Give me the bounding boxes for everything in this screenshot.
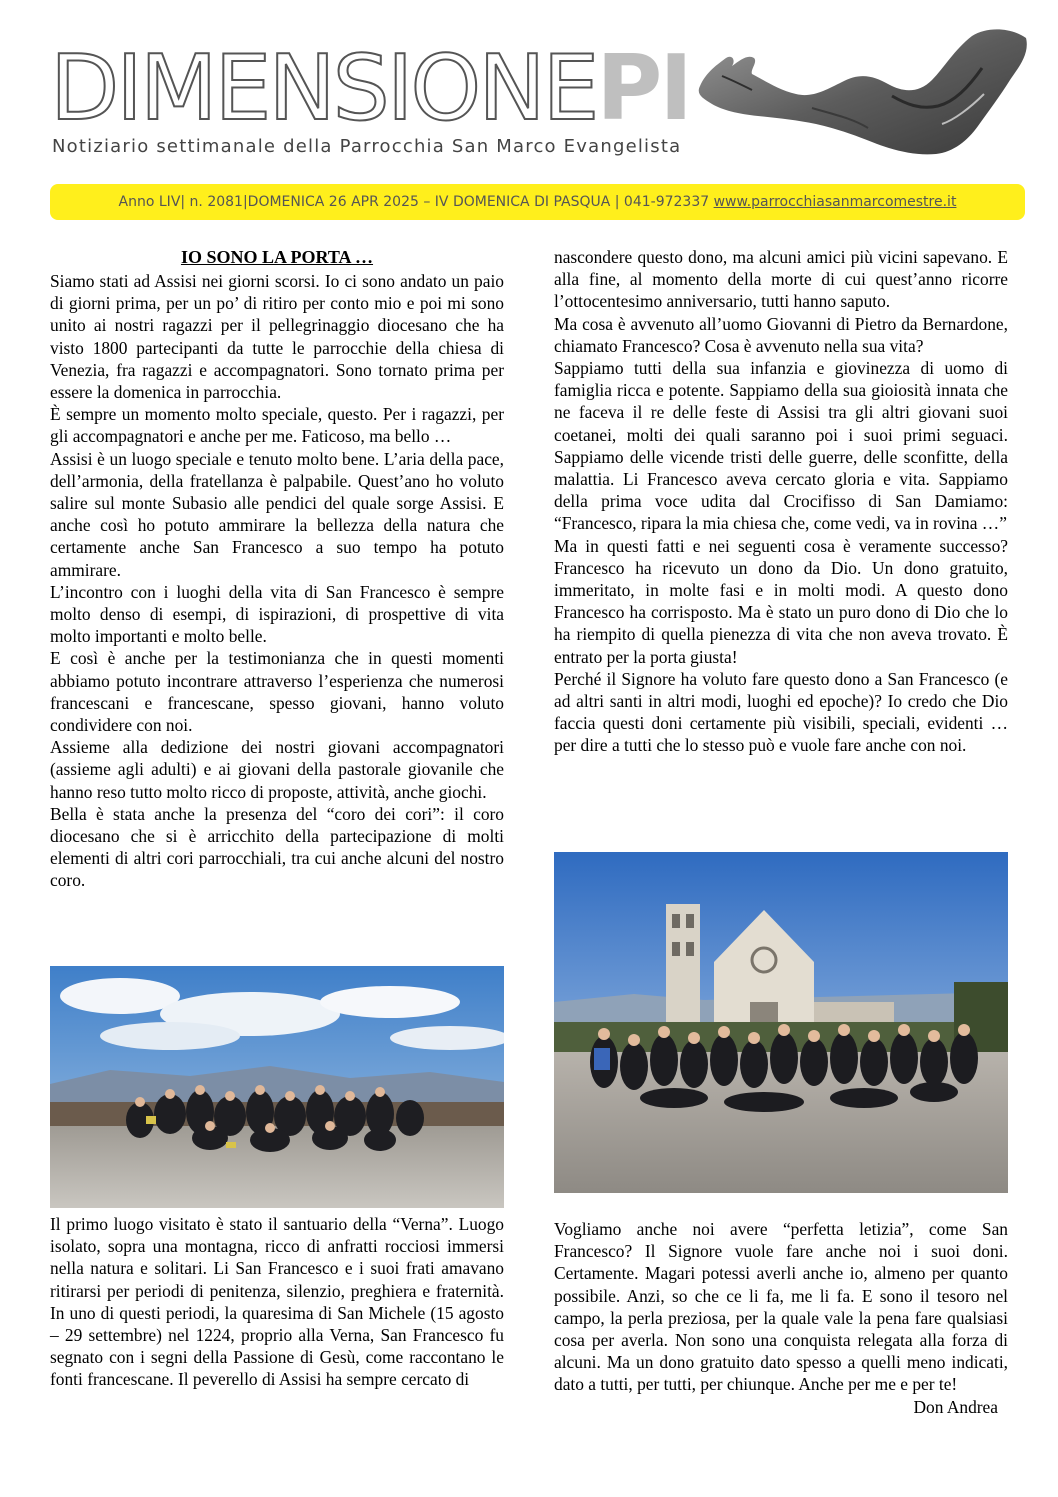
paragraph: Assisi è un luogo speciale e tenuto molto bene. L’aria della pace, dell’armonia, della fratellanza è palpabile. Quest’ano ho voluto salire sul monte Subasio alle pendici del quale sorge Assisi. E anche così ho potuto ammirare la bellezza della natura che certamente anche San Francesco a suo tempo ha potuto ammirare. (50, 448, 504, 580)
column-2-top (554, 246, 1008, 757)
column-1-bottom (50, 1213, 504, 1391)
group-photo-basilica (554, 852, 1008, 1193)
paragraph: Ma in questi fatti e nei seguenti cosa è veramente successo? Francesco ha ricevuto un dono da Dio. Un dono gratuito, immeritato, in molte fasi e in molti modi. A questo dono Francesco ha corrisposto. Ma è stato un puro dono di Dio che lo ha riempito di quella pienezza di vita che non aveva trovato. È entrato per la porta giusta! (554, 535, 1008, 667)
column-1-top (50, 270, 504, 892)
statue-logo-image (692, 24, 1030, 156)
paragraph: Ma cosa è avvenuto all’uomo Giovanni di Pietro da Bernardone, chiamato Francesco? Cosa è avvenuto nella sua vita? (554, 313, 1008, 356)
issue-info-text: Anno LIV| n. 2081|DOMENICA 26 APR 2025 – IV DOMENICA DI PASQUA | 041-972337 (118, 194, 714, 210)
signature-line (554, 1396, 1008, 1418)
paragraph: Sappiamo tutti della sua infanzia e giovinezza di uomo di famiglia ricca e potente. Sappiamo della sua gioiosità innata che ne faceva il re delle feste di Assisi tra gli altri giovani suoi coetanei, molti dei quali saranno poi i suoi primi seguaci. Sappiamo delle vicende tristi delle guerre, delle sconfitte, della malattia. Li Francesco aveva cercato gloria e vita. Sappiamo della prima voce udita dal Crocifisso di San Damiamo: “Francesco, ripara la mia chiesa che, come vedi, va in rovina …” (554, 358, 1008, 534)
paragraph: Il primo luogo visitato è stato il santuario della “Verna”. Luogo isolato, sopra una montagna, ricco di anfratti rocciosi immersi nella natura e solitari. Li San Francesco e i suoi frati amavano ritirarsi per periodi di penitenza, silenzio, preghiera e fraternità. In uno di questi periodi, la quaresima di San Michele (15 agosto – 29 settembre) nel 1224, proprio alla Verna, San Francesco fu segnato con i segni della Passione di Gesù, come raccontano le fonti francescane. Il peverello di Assisi ha sempre cercato di (50, 1214, 504, 1390)
signature: Don Andrea (913, 1396, 998, 1417)
issue-info-bar (50, 184, 1025, 220)
paragraph: Bella è stata anche la presenza del “coro dei cori”: il coro diocesano che si è arricchito della partecipazione di molti elementi di altri cori parrocchiali, tra cui anche alcuni del nostro coro. (50, 803, 504, 891)
paragraph: Assieme alla dedizione dei nostri giovani accompagnatori (assieme agli adulti) e ai giovani della pastorale giovanile che hanno reso tutto molto ricco di proposte, attività, anche giochi. (50, 737, 504, 802)
paragraph: Siamo stati ad Assisi nei giorni scorsi. Io ci sono andato un paio di giorni prima, per un po’ di ritiro per conto mio e poi mi sono unito ai nostri ragazzi per il pellegrinaggio diocesano che ha visto 1800 partecipanti da tutte le parrocchie della chiesa di Venezia, fra ragazzi e accompagnatori. Sono tornato prima per essere la domenica in parrocchia. (50, 271, 504, 403)
closing-paragraph: Vogliamo anche noi avere “perfetta letizia”, come San Francesco? Il Signore vuole fare anche noi i suoi doni. Certamente. Magari potessi averli anche io, almeno per quanto possibile. Anzi, so che ce li fa, me li fa. E sono il tesoro nel campo, la perla preziosa, per la quale vale la pena fare qualsiasi cosa per averla. Non sono una conquista relegata alla forza di alcuni. Ma un dono gratuito dato spesso a quelli meno indicati, dato a tutti, per tutti, per chiunque. Anche per me e per te! (554, 1219, 1008, 1395)
group-photo-mountain (50, 966, 504, 1208)
paragraph: Perché il Signore ha voluto fare questo dono a San Francesco (e ad altri santi in altri modi, luoghi ed epoche)? Io credo che Dio faccia questi doni certamente più visibili, speciali, evidenti … per dire a tutti che lo stesso può e vuole fare anche con noi. (554, 668, 1008, 756)
parish-website-link[interactable]: www.parrocchiasanmarcomestre.it (713, 194, 957, 210)
masthead-title-accent: PI (596, 36, 690, 141)
masthead-subtitle: Notiziario settimanale della Parrocchia San Marco Evangelista (52, 136, 682, 157)
paragraph: È sempre un momento molto speciale, questo. Per i ragazzi, per gli accompagnatori e anche per me. Faticoso, ma bello … (50, 404, 504, 447)
article-title: IO SONO LA PORTA … (180, 247, 374, 267)
masthead-title-main: DIMENSIONE (50, 36, 597, 141)
paragraph: nascondere questo dono, ma alcuni amici più vicini sapevano. E alla fine, al momento della morte di cui quest’anno ricorre l’ottocentesimo anniversario, tutti hanno saputo. (554, 247, 1008, 312)
paragraph: E così è anche per la testimonianza che in questi momenti abbiamo potuto incontrare attraverso l’esperienza che numerosi francescani e francescane, spesso giovani, hanno voluto condividere con noi. (50, 648, 504, 736)
column-2-bottom (554, 1218, 1008, 1418)
masthead-title (50, 36, 690, 141)
paragraph: L’incontro con i luoghi della vita di San Francesco è sempre molto denso di esempi, di ispirazioni, di prospettive di vita molto importanti e molto belle. (50, 581, 504, 647)
